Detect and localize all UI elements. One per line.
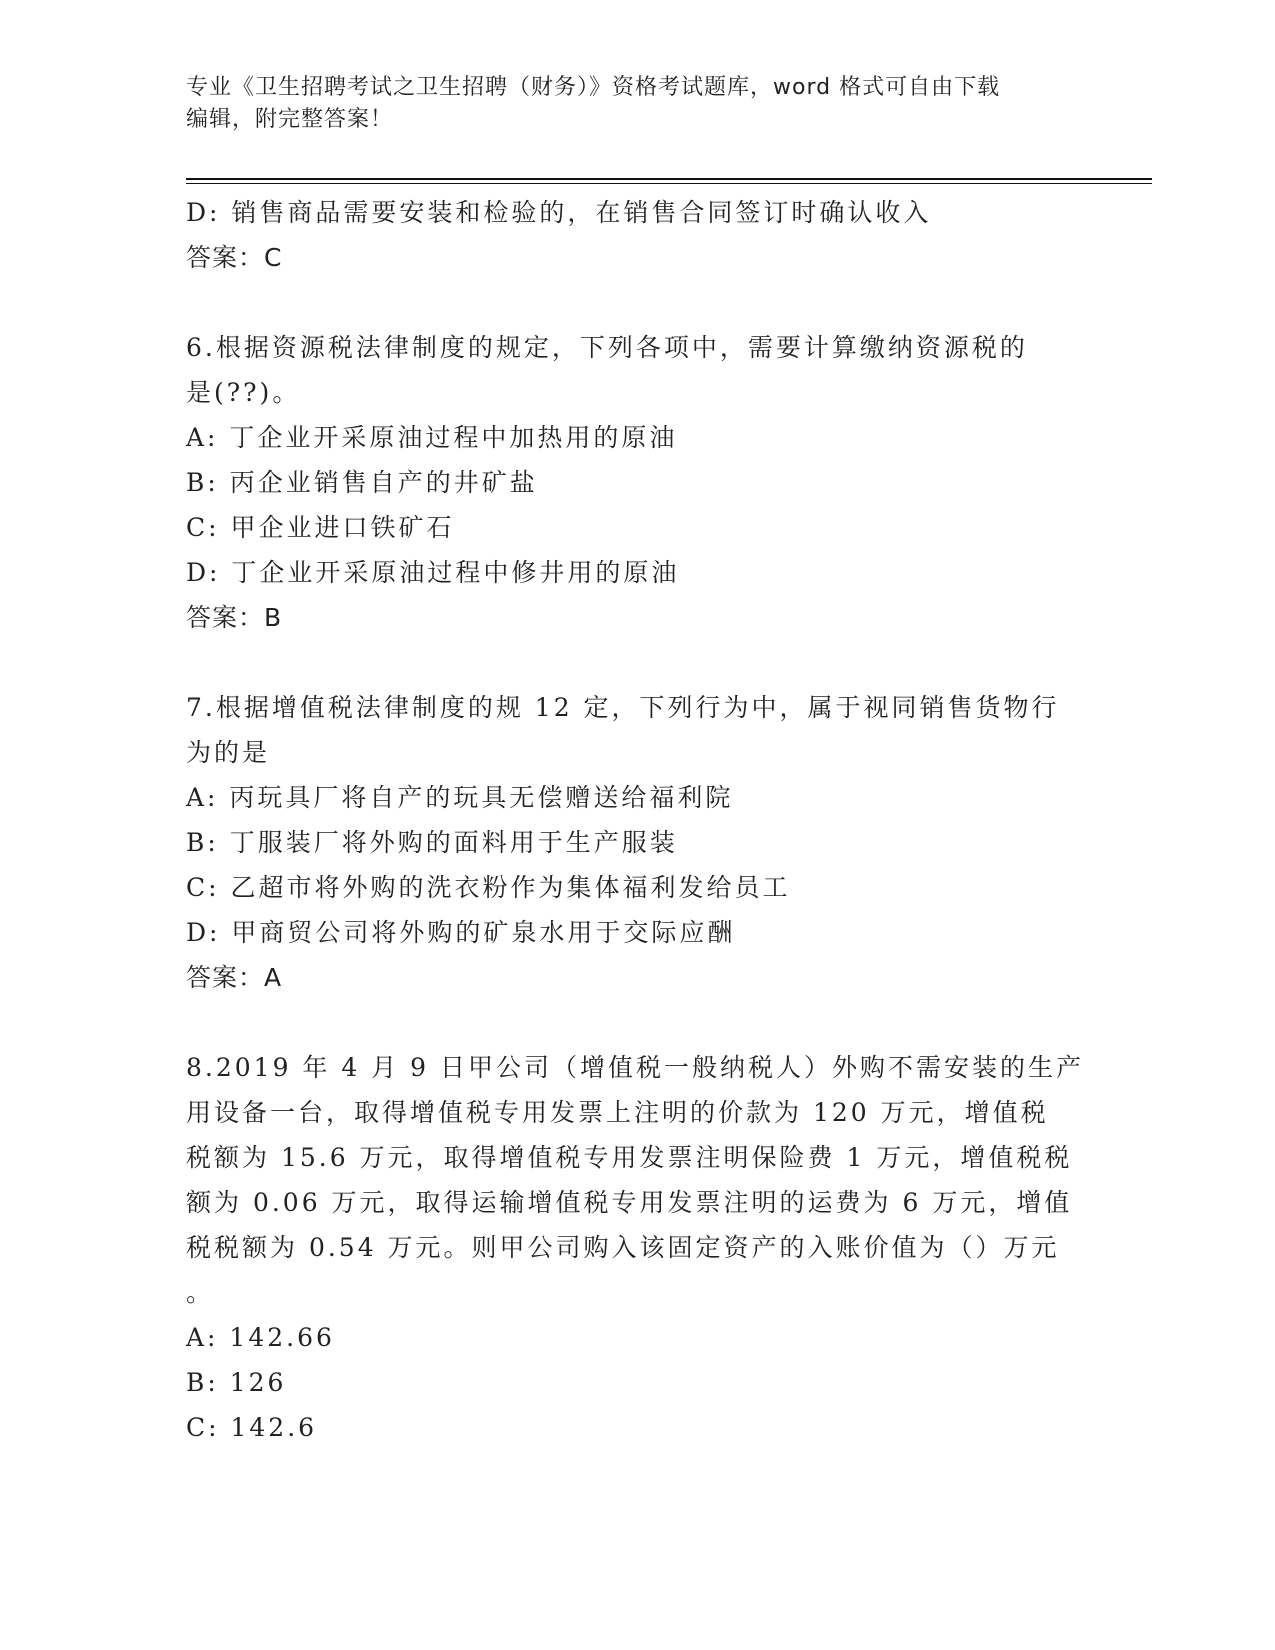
option-b: B: 126 [186, 1368, 287, 1397]
answer: 答案：A [186, 963, 283, 992]
option-a: A: 142.66 [186, 1323, 335, 1352]
option-d: D: 丁企业开采原油过程中修井用的原油 [186, 558, 680, 587]
header-divider-thin [186, 183, 1152, 184]
question-stem-line: 8.2019 年 4 月 9 日甲公司（增值税一般纳税人）外购不需安装的生产 [186, 1053, 1085, 1082]
option-c: C: 甲企业进口铁矿石 [186, 513, 455, 542]
question-8 [186, 1045, 1086, 1450]
option-c: C: 142.6 [186, 1413, 318, 1442]
question-stem-line: 6.根据资源税法律制度的规定，下列各项中，需要计算缴纳资源税的 [186, 333, 1028, 362]
question-stem-line: 税税额为 0.54 万元。则甲公司购入该固定资产的入账价值为（）万元 [186, 1233, 1060, 1262]
question-6 [186, 325, 1086, 640]
question-stem-line: 额为 0.06 万元，取得运输增值税专用发票注明的运费为 6 万元，增值 [186, 1188, 1073, 1217]
question-5-fragment [186, 190, 1086, 280]
header-line-1: 专业《卫生招聘考试之卫生招聘（财务）》资格考试题库，word 格式可自由下载 [186, 75, 1001, 100]
question-stem-line: 为的是 [186, 738, 271, 767]
option-b: B: 丙企业销售自产的井矿盐 [186, 468, 538, 497]
question-stem-line: 税额为 15.6 万元，取得增值税专用发票注明保险费 1 万元，增值税税 [186, 1143, 1073, 1172]
question-stem-line: 用设备一台，取得增值税专用发票上注明的价款为 120 万元，增值税 [186, 1098, 1049, 1127]
question-7 [186, 685, 1086, 1000]
option-c: C: 乙超市将外购的洗衣粉作为集体福利发给员工 [186, 873, 791, 902]
question-stem-line: 是(??)。 [186, 378, 301, 407]
option-a: A: 丁企业开采原油过程中加热用的原油 [186, 423, 678, 452]
header-divider-thick [186, 178, 1152, 180]
answer: 答案：C [186, 243, 283, 272]
question-stem-line: 7.根据增值税法律制度的规 12 定，下列行为中，属于视同销售货物行 [186, 693, 1060, 722]
option-d: D: 销售商品需要安装和检验的，在销售合同签订时确认收入 [186, 198, 932, 227]
header-line-2: 编辑，附完整答案！ [186, 107, 394, 132]
question-stem-line: 。 [186, 1278, 215, 1307]
document-header [186, 72, 1066, 136]
answer: 答案：B [186, 603, 283, 632]
option-b: B: 丁服装厂将外购的面料用于生产服装 [186, 828, 678, 857]
option-a: A: 丙玩具厂将自产的玩具无偿赠送给福利院 [186, 783, 734, 812]
option-d: D: 甲商贸公司将外购的矿泉水用于交际应酬 [186, 918, 736, 947]
question-list [186, 190, 1086, 1450]
